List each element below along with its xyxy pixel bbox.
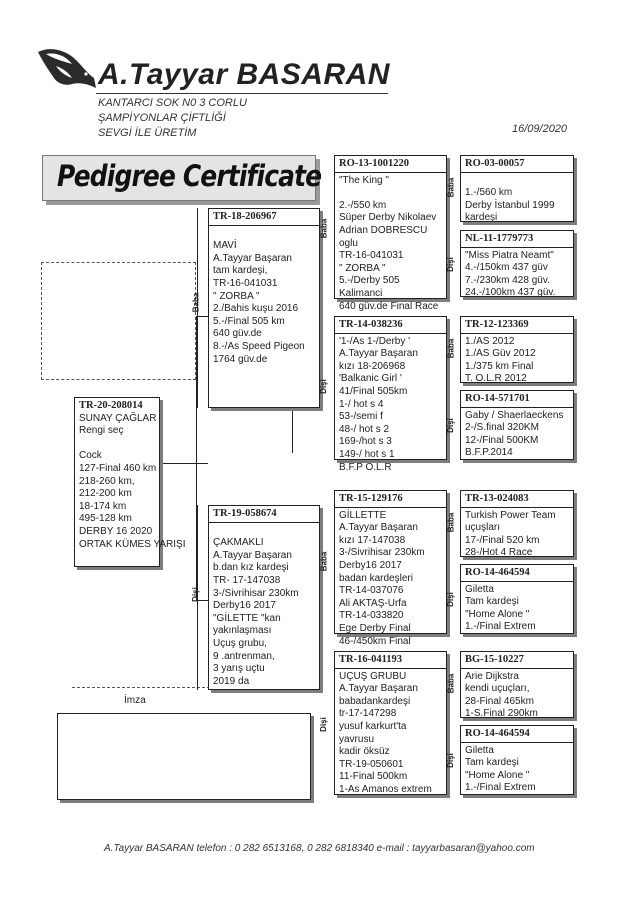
detail-line: SUNAY ÇAĞLAR [79,412,157,424]
great-grandparent-side-label: Dişi [445,257,455,272]
great-grandparent-side-label: Baba [446,177,456,198]
detail-line: tr-17-147298 [339,708,397,720]
subject-pigeon-card [74,397,186,567]
detail-line: 2./Bahis kuşu 2016 [213,303,299,315]
detail-line: B.F.P O.L.R [339,461,392,473]
great-grandparent-side-label: Dişi [445,418,455,433]
detail-line: 1.-/Final Extrem [465,621,536,633]
detail-line: 24.-/100km 437 güv. [465,287,556,299]
detail-line: 1-S.Final 290km [465,708,538,720]
address-line-2: ŞAMPİYONLAR ÇİFTLİĞİ [98,112,226,124]
detail-line: Gaby / Shaerlaeckens [465,409,564,421]
detail-line: 9 .antrenman, [213,650,275,662]
sire-ring-number: TR-18-206967 [213,211,277,222]
detail-line: Giletta [465,744,494,756]
connector-line [160,463,208,464]
dam-side-label: Dişi [190,587,200,602]
detail-line: 2019 da [213,675,250,687]
detail-line: "Miss Piatra Neamt" [465,249,554,261]
detail-line: B.F.P.2014 [465,447,513,459]
detail-line: ORTAK KÜMES YARIŞI [79,538,186,550]
page-title: Pedigree Certificate [57,159,322,193]
detail-line: "Home Alone " [465,769,530,781]
great-grandparent-card-1 [460,155,574,222]
detail-line: Derby16 2017 [213,600,276,612]
detail-line: 495-128 km [79,513,132,525]
detail-line: A.Tayyar Başaran [339,522,418,534]
detail-line: 11-Final 500km [339,771,408,783]
brand-name: A.Tayyar BASARAN [98,58,390,91]
detail-line: Cock [79,450,102,462]
detail-line: A.Tayyar Başaran [339,348,418,360]
detail-line: yakınlaşması [213,625,272,637]
detail-line: oglu [339,237,358,249]
address-line-3: SEVGİ İLE ÜRETİM [98,127,197,139]
detail-line [465,175,569,188]
brand-underline [96,93,388,94]
great-grandparent-card-3 [460,316,574,383]
detail-line: 2.-/550 km [339,199,387,211]
great-grandparent-side-label: Baba [446,512,456,533]
grandparent-side-label: Dişi [318,717,328,732]
detail-line: kardeşi [465,212,498,224]
grandparent-ring-1: RO-13-1001220 [339,158,409,169]
detail-line [213,228,315,241]
detail-line: 1./AS 2012 [465,335,515,347]
detail-line: A.Tayyar Başaran [213,252,292,264]
detail-line [79,438,155,451]
detail-line: 1./375 km Final [465,360,534,372]
detail-line: 5.-/Derby 505 [339,275,400,287]
detail-line: "GİLETTE "kan [213,612,281,624]
detail-line: Adrian DOBRESCU [339,224,428,236]
detail-line: Tam kardeşi [465,596,519,608]
detail-line: 48-/ hot s 2 [339,423,390,435]
great-grandparent-side-label: Dişi [445,753,455,768]
detail-line: 12-/Final 500KM [465,434,539,446]
signature-label: İmza [124,695,146,706]
detail-line: "Home Alone " [465,608,530,620]
photo-placeholder [41,262,196,380]
sire-side-label: Baba [191,292,201,313]
detail-line: Derby16 2017 [339,559,402,571]
sire-card [208,208,320,408]
detail-line [213,525,315,538]
detail-line: 127-Final 460 km [79,462,157,474]
detail-line: 149-/ hot s 1 [339,448,395,460]
great-grandparent-card-4 [460,390,574,460]
detail-line: 53-/semi f [339,411,383,423]
detail-line: Arie Dijkstra [465,670,519,682]
dam-card [208,505,320,690]
certificate-date: 16/09/2020 [512,123,568,135]
detail-line: Ege Derby Final [339,622,411,634]
detail-line: DERBY 16 2020 [79,525,153,537]
detail-line: 1.-/Final Extrem [465,782,536,794]
grandparent-card-3 [334,490,447,647]
detail-line: 3-/Sivrihisar 230km [213,587,299,599]
detail-line: ÇAKMAKLI [213,537,264,549]
great-grandparent-ring-7: BG-15-10227 [465,654,524,665]
footer-contact: A.Tayyar BASARAN telefon : 0 282 6513168, 0 282 6818340 e-mail : tayyarbasaran@yahoo.com [104,843,535,854]
detail-line: kızı 18-206968 [339,360,406,372]
detail-line: TR-14-037076 [339,585,404,597]
great-grandparent-ring-3: TR-12-123369 [465,319,529,330]
detail-line: babadankardeşi [339,695,411,707]
detail-line: 28-/Hot 4 Race [465,547,533,559]
detail-line: 1764 güv.de [213,353,268,365]
grandparent-card-4 [334,651,447,795]
dove-logo-icon [36,44,98,98]
detail-line: " ZORBA " [213,290,260,302]
detail-line: 3 yarış uçtu [213,663,265,675]
detail-line: Kalimanci [339,287,383,299]
great-grandparent-ring-4: RO-14-571701 [465,393,530,404]
great-grandparent-card-5 [460,490,574,557]
detail-line: kendi uçuçları, [465,683,530,695]
detail-line: TR-14-033820 [339,610,404,622]
detail-line: kadir öksüz [339,746,390,758]
detail-line: kızı 17-147038 [339,534,406,546]
detail-line: b.dan kız kardeşi [213,562,289,574]
detail-line: TR-16-041031 [213,277,278,289]
detail-line: "The King " [339,174,389,186]
detail-line: '1-/As 1-/Derby ' [339,335,411,347]
great-grandparent-ring-2: NL-11-1779773 [465,233,534,244]
detail-line: UÇUŞ GRUBU [339,670,407,682]
great-grandparent-card-6 [460,564,574,634]
great-grandparent-side-label: Dişi [445,592,455,607]
detail-line: 3-/Sivrihisar 230km [339,547,425,559]
title-banner [42,155,322,201]
detail-line: Uçuş grubu, [213,637,267,649]
detail-line: 18-174 km [79,500,127,512]
detail-line: badan kardeşleri [339,572,413,584]
grandparent-card-1 [334,155,447,312]
detail-line: TR-16-041031 [339,250,404,262]
detail-line: 7.-/230km 428 güv. [465,274,550,286]
detail-line: MAVİ [213,240,237,252]
detail-line: 1-/ hot s 4 [339,398,384,410]
detail-line: 169-/hot s 3 [339,436,392,448]
great-grandparent-ring-1: RO-03-00057 [465,158,525,169]
detail-line: 1.-/560 km [465,187,513,199]
great-grandparent-ring-5: TR-13-024083 [465,493,529,504]
great-grandparent-ring-6: RO-14-464594 [465,567,530,578]
detail-line: 218-260 km, [79,475,135,487]
detail-line: Giletta [465,583,494,595]
detail-line [339,187,442,200]
detail-line: 1./AS Güv 2012 [465,348,536,360]
detail-line: 640 güv.de Final Race [339,300,439,312]
grandparent-card-2 [334,316,447,473]
address-line-1: KANTARCI SOK N0 3 CORLU [98,97,247,109]
subject-ring-number: TR-20-208014 [79,400,143,411]
grandparent-ring-4: TR-16-041193 [339,654,402,665]
great-grandparent-card-7 [460,651,574,718]
great-grandparent-ring-8: RO-14-464594 [465,728,530,739]
detail-line: Tam kardeşi [465,757,519,769]
great-grandparent-card-8 [460,725,574,795]
detail-line: 8.-/As Speed Pigeon [213,340,305,352]
grandparent-side-label: Dişi [318,379,328,394]
detail-line: Rengi seç [79,425,124,437]
detail-line: T. O.L.R 2012 [465,373,527,385]
detail-line: uçuşları [465,522,501,534]
detail-line: 2-/S.final 320KM [465,422,539,434]
grandparent-ring-2: TR-14-038236 [339,319,403,330]
detail-line: " ZORBA " [339,262,386,274]
signature-box [57,713,311,800]
detail-line: yusuf karkurt'ta [339,720,407,732]
great-grandparent-card-2 [460,230,574,297]
grandparent-side-label: Baba [319,218,329,239]
detail-line: 1-As Amanos extrem [339,783,432,795]
detail-line: 5.-/Final 505 km [213,315,285,327]
detail-line: A.Tayyar Başaran [339,683,418,695]
detail-line: Ali AKTAŞ-Urfa [339,597,407,609]
detail-line: yavrusu [339,733,375,745]
detail-line: 28-Final 465km [465,695,534,707]
detail-line: Derby İstanbul 1999 [465,199,555,211]
detail-line: A.Tayyar Başaran [213,549,292,561]
detail-line: TR- 17-147038 [213,574,281,586]
grandparent-ring-3: TR-15-129176 [339,493,403,504]
detail-line: tam kardeşi, [213,265,268,277]
great-grandparent-side-label: Baba [446,673,456,694]
detail-line: 4.-/150km 437 güv [465,262,548,274]
detail-line: 41/Final 505km [339,385,408,397]
detail-line: GİLLETTE [339,509,387,521]
detail-line: Süper Derby Nikolaev [339,212,437,224]
detail-line: 17-/Final 520 km [465,534,540,546]
detail-line: TR-19-050601 [339,758,404,770]
dam-ring-number: TR-19-058674 [213,508,277,519]
detail-line: 640 güv.de [213,328,262,340]
detail-line: 46-/450km Final [339,635,411,647]
detail-line: Turkish Power Team [465,509,556,521]
great-grandparent-side-label: Baba [446,338,456,359]
detail-line: 212-200 km [79,488,132,500]
grandparent-side-label: Baba [319,551,329,572]
detail-line: 'Balkanic Girl ' [339,373,402,385]
